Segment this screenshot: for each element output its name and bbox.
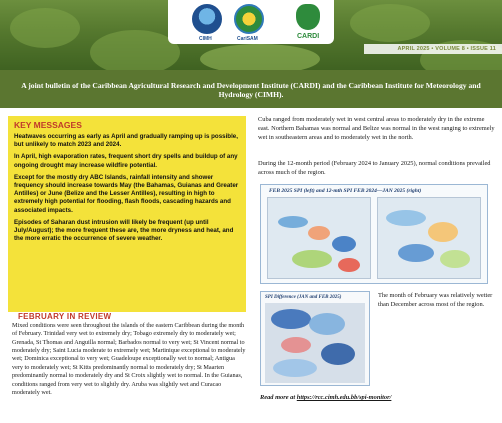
read-more-label: Read more at bbox=[260, 394, 296, 401]
spi-difference-figure bbox=[260, 291, 370, 386]
caricom-logo-icon bbox=[234, 4, 264, 34]
caribbean-conditions-paragraph: Cuba ranged from moderately wet in west central areas to moderately dry in the extreme east. Northern Bahamas was normal and Belize was normal in the west ranging to extremely wet in southeastern areas and to moderately wet in the north. bbox=[258, 116, 495, 141]
february-review-text: Mixed conditions were seen throughout the islands of the eastern Caribbean during the month of February. Trinidad very wet to extremely dry; Tobago extremely dry to moderately wet; Grenada, St Thomas and Anguilla normal; Barbados normal to very wet; St Vincent normal to moderately dry; Saint Lucia moderate to extremely wet; Martinique exceptional to moderately wet; Dominica exceptional to very wet; Guadeloupe exceptionally wet to normal; Antigua very to moderately wet; St Kitts predominantly normal to moderately dry; St Maarten predominantly normal to moderately dry and St Croix slightly wet to normal. In the Guianas, conditions ranged from very wet to slightly dry. Aruba was slightly wet and Curacao moderately wet. bbox=[12, 322, 246, 396]
spi-difference-caption: SPI Difference (JAN and FEB 2025) bbox=[265, 295, 342, 300]
key-message-3: Except for the mostly dry ABC Islands, rainfall intensity and shower frequency should increase towards May (the Bahamas, Guianas and Greater Antilles) or June (Belize and the Lesser Antilles), resulting in high to extremely high potential for flooding, flash floods, cascading hazards and associated impacts. bbox=[14, 173, 239, 214]
spi-february-map bbox=[267, 197, 371, 279]
issue-info: APRIL 2025 • VOLUME 8 • ISSUE 11 bbox=[364, 44, 502, 54]
key-message-1: Heatwaves occurring as early as April and gradually ramping up is possible, but unlikely to match 2023 and 2024. bbox=[14, 133, 238, 149]
spi-maps-caption: FEB 2025 SPI (left) and 12-mth SPI FEB 2024—JAN 2025 (right) bbox=[269, 188, 422, 194]
cimh-logo-icon bbox=[192, 4, 222, 34]
key-messages-title: KEY MESSAGES bbox=[14, 120, 82, 130]
spi-monitor-link[interactable]: https://rcc.cimh.edu.bb/spi-monitor/ bbox=[296, 394, 392, 401]
caricom-logo-label: CariSAM bbox=[237, 36, 258, 42]
cardi-logo-icon bbox=[296, 4, 320, 30]
spi-difference-paragraph: The month of February was relatively wetter than December across most of the region. bbox=[378, 292, 493, 308]
spi-twelve-month-map bbox=[377, 197, 481, 279]
spi-maps-figure bbox=[260, 184, 488, 284]
twelve-month-paragraph: During the 12-month period (February 2024 to January 2025), normal conditions prevailed across much of the region. bbox=[258, 160, 491, 176]
key-message-4: Episodes of Saharan dust intrusion will likely be frequent (up until July/August); the more frequent these are, the more dryness and heat, and the more erratic the occurrence of severe weather. bbox=[14, 218, 234, 243]
read-more-line bbox=[260, 394, 500, 401]
key-message-2: In April, high evaporation rates, frequent short dry spells and buildup of any ongoing drought may increase wildfire potential. bbox=[14, 153, 238, 169]
joint-bulletin-statement: A joint bulletin of the Caribbean Agricultural Research and Development Institute (CARDI) and the Caribbean Institute for Meteorology and Hydrology (CIMH). bbox=[0, 70, 502, 108]
cimh-logo-label: CIMH bbox=[199, 36, 212, 42]
february-review-title: FEBRUARY IN REVIEW bbox=[18, 312, 112, 321]
key-messages-box bbox=[8, 116, 246, 312]
cardi-logo-label: CARDI bbox=[297, 33, 320, 40]
spi-difference-map bbox=[265, 303, 365, 383]
